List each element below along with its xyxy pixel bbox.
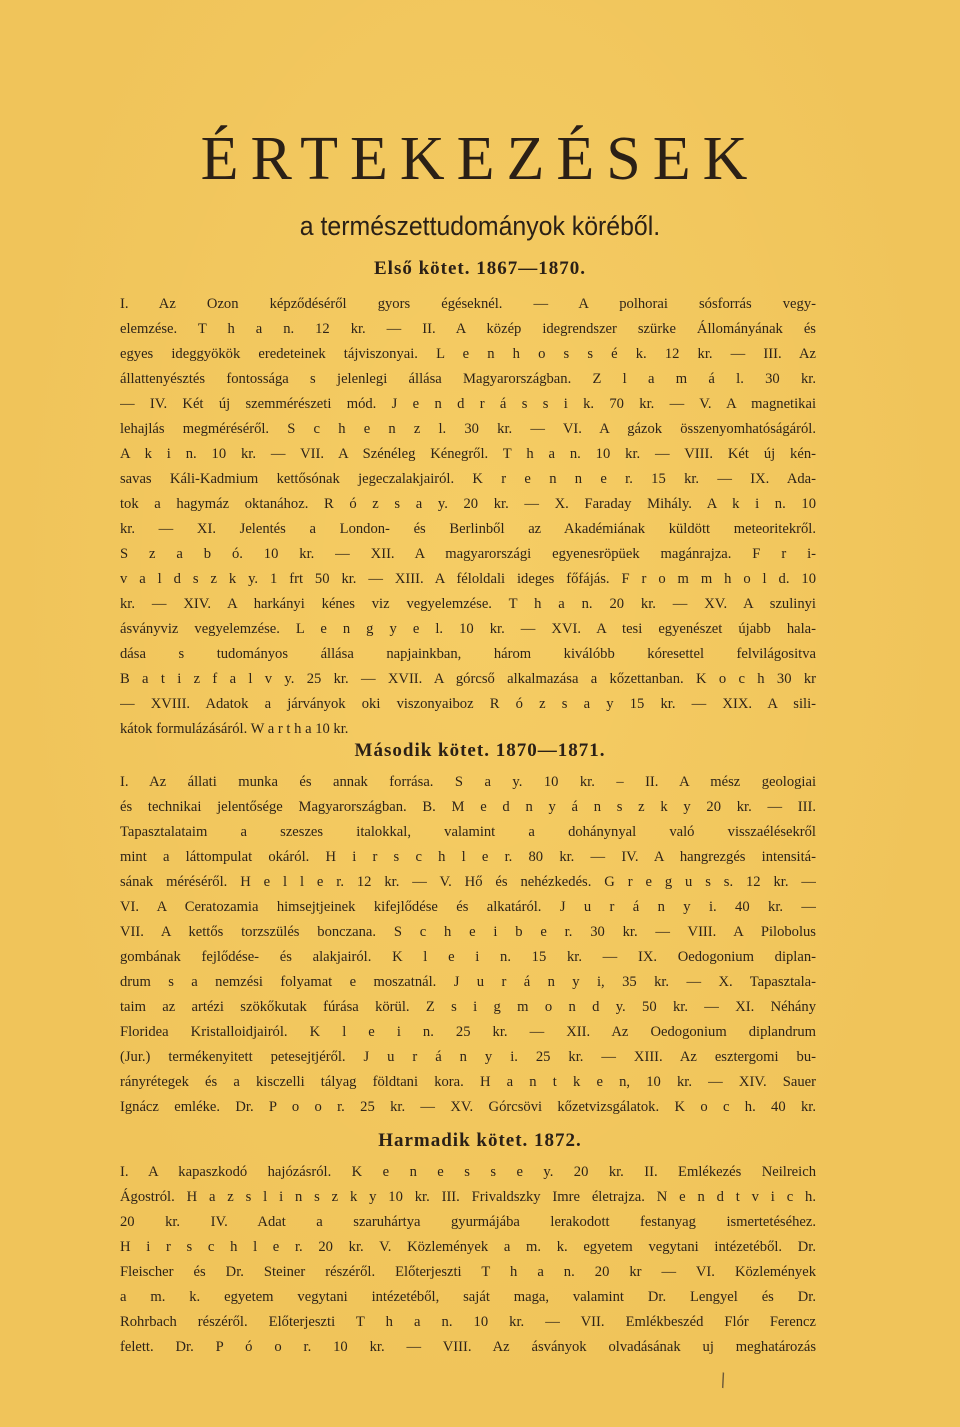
text-line: kr. — XI. Jelentés a London- és Berlinből az Akadémiának küldött meteoritekről. [120, 521, 816, 537]
text-line: VII. A kettős torzszülés bonczana. S c h e i b e r. 30 kr. — VIII. A Pilobolus [120, 924, 816, 940]
text-line: kr. — XIV. A harkányi kénes viz vegyelemzése. T h a n. 20 kr. — XV. A szulinyi [120, 596, 816, 612]
volume2-heading: Második kötet. 1870—1871. [354, 740, 606, 761]
text-line: felett. Dr. P ó o r. 10 kr. — VIII. Az ásványok olvadásának uj meghatározás [120, 1339, 816, 1355]
text-line: lehajlás megméréséről. S c h e n z l. 30 kr. — VI. A gázok összenyomhatóságáról. [120, 421, 816, 437]
text-line: — XVIII. Adatok a járványok oki viszonyaiboz R ó z s a y 15 kr. — XIX. A sili- [120, 696, 816, 712]
text-line: drum s a nemzési folyamat e moszatnál. J u r á n y i, 35 kr. — X. Tapasztala- [120, 974, 816, 990]
text-line: Tapasztalataim a szeszes italokkal, valamint a dohánynyal való visszaélésekről [120, 824, 816, 840]
text-line: rányrétegek és a kisczelli tályag földtani kora. H a n t k e n, 10 kr. — XIV. Sauer [120, 1074, 816, 1090]
text-line: VI. A Ceratozamia himsejtjeinek kifejlődése és alkatáról. J u r á n y i. 40 kr. — [120, 899, 816, 915]
page-title: ÉRTEKEZÉSEK [200, 125, 760, 193]
volume3-contents [120, 1160, 816, 1360]
text-line: I. Az Ozon képződéséről gyors égéseknél. — A polhorai sósforrás vegy- [120, 296, 816, 312]
text-line: Ágostról. H a z s l i n s z k y 10 kr. III. Frivaldszky Imre életrajza. N e n d t v i c h. [120, 1189, 816, 1205]
text-line: H i r s c h l e r. 20 kr. V. Közlemények a m. k. egyetem vegytani intézetéből. Dr. [120, 1239, 816, 1255]
text-line: a m. k. egyetem vegytani intézetéből, saját maga, valamint Dr. Lengyel és Dr. [120, 1289, 816, 1305]
text-line: egyes ideggyökök eredeteinek tájviszonyai. L e n h o s s é k. 12 kr. — III. Az [120, 346, 816, 362]
text-line: Fleischer és Dr. Steiner részéről. Előterjeszti T h a n. 20 kr — VI. Közlemények [120, 1264, 816, 1280]
text-line: tok a hagymáz oktanához. R ó z s a y. 20 kr. — X. Faraday Mihály. A k i n. 10 [120, 496, 816, 512]
text-line: sának méréséről. H e l l e r. 12 kr. — V. Hő és nehézkedés. G r e g u s s. 12 kr. — [120, 874, 816, 890]
text-line: Rohrbach részéről. Előterjeszti T h a n. 10 kr. — VII. Emlékbeszéd Flór Ferencz [120, 1314, 816, 1330]
text-line: állattenyésztés fontossága s jelenlegi állása Magyarországban. Z l a m á l. 30 kr. [120, 371, 816, 387]
volume1-heading: Első kötet. 1867—1870. [374, 258, 586, 279]
text-line: I. Az állati munka és annak forrása. S a y. 10 kr. – II. A mész geologiai [120, 774, 816, 790]
footer-mark: \ [716, 1369, 730, 1392]
text-line: Floridea Kristalloidjairól. K l e i n. 25 kr. — XII. Az Oedogonium diplandrum [120, 1024, 816, 1040]
text-line: gombának fejlődése- és alakjairól. K l e i n. 15 kr. — IX. Oedogonium diplan- [120, 949, 816, 965]
text-line: savas Káli-Kadmium kettősónak jegeczalakjairól. K r e n n e r. 15 kr. — IX. Ada- [120, 471, 816, 487]
text-line: S z a b ó. 10 kr. — XII. A magyarországi egyenesröpüek magánrajza. F r i- [120, 546, 816, 562]
volume3-heading: Harmadik kötet. 1872. [378, 1130, 582, 1151]
text-line: — IV. Két új szemmérészeti mód. J e n d r á s s i k. 70 kr. — V. A magnetikai [120, 396, 816, 412]
page-subtitle: a természettudományok köréből. [299, 211, 661, 241]
text-line: elemzése. T h a n. 12 kr. — II. A közép idegrendszer szürke Állományának és [120, 321, 816, 337]
text-line: és technikai jelentősége Magyarországban. B. M e d n y á n s z k y 20 kr. — III. [120, 799, 816, 815]
text-line: A k i n. 10 kr. — VII. A Szénéleg Kénegről. T h a n. 10 kr. — VIII. Két új kén- [120, 446, 816, 462]
text-line: dása s tudományos állása napjainkban, három kiválóbb kóresettel felvilágositva [120, 646, 816, 662]
volume2-contents [120, 770, 816, 1120]
volume1-contents [120, 292, 816, 742]
text-line: (Jur.) termékenyitett petesejtjéről. J u r á n y i. 25 kr. — XIII. Az esztergomi bu- [120, 1049, 816, 1065]
text-line: kátok formulázásáról. W a r t h a 10 kr. [120, 721, 349, 737]
text-line: ásványviz vegyelemzése. L e n g y e l. 10 kr. — XVI. A tesi egyenészet újabb hala- [120, 621, 816, 637]
text-line: taim az artézi szökőkutak fúrása körül. Z s i g m o n d y. 50 kr. — XI. Néhány [120, 999, 816, 1015]
text-line: 20 kr. IV. Adat a szaruhártya gyurmájába lerakodott festanyag ismertetéséhez. [120, 1214, 816, 1230]
text-line: mint a láttompulat okáról. H i r s c h l e r. 80 kr. — IV. A hangrezgés intensitá- [120, 849, 816, 865]
text-line: B a t i z f a l v y. 25 kr. — XVII. A górcső alkalmazása a kőzettanban. K o c h 30 kr [120, 671, 816, 687]
text-line: Ignácz emléke. Dr. P o o r. 25 kr. — XV. Górcsövi kőzetvizsgálatok. K o c h. 40 kr. [120, 1099, 816, 1115]
text-line: I. A kapaszkodó hajózásról. K e n e s s e y. 20 kr. II. Emlékezés Neilreich [120, 1164, 816, 1180]
text-line: v a l d s z k y. 1 frt 50 kr. — XIII. A féloldali ideges főfájás. F r o m m h o l d. 10 [120, 571, 816, 587]
